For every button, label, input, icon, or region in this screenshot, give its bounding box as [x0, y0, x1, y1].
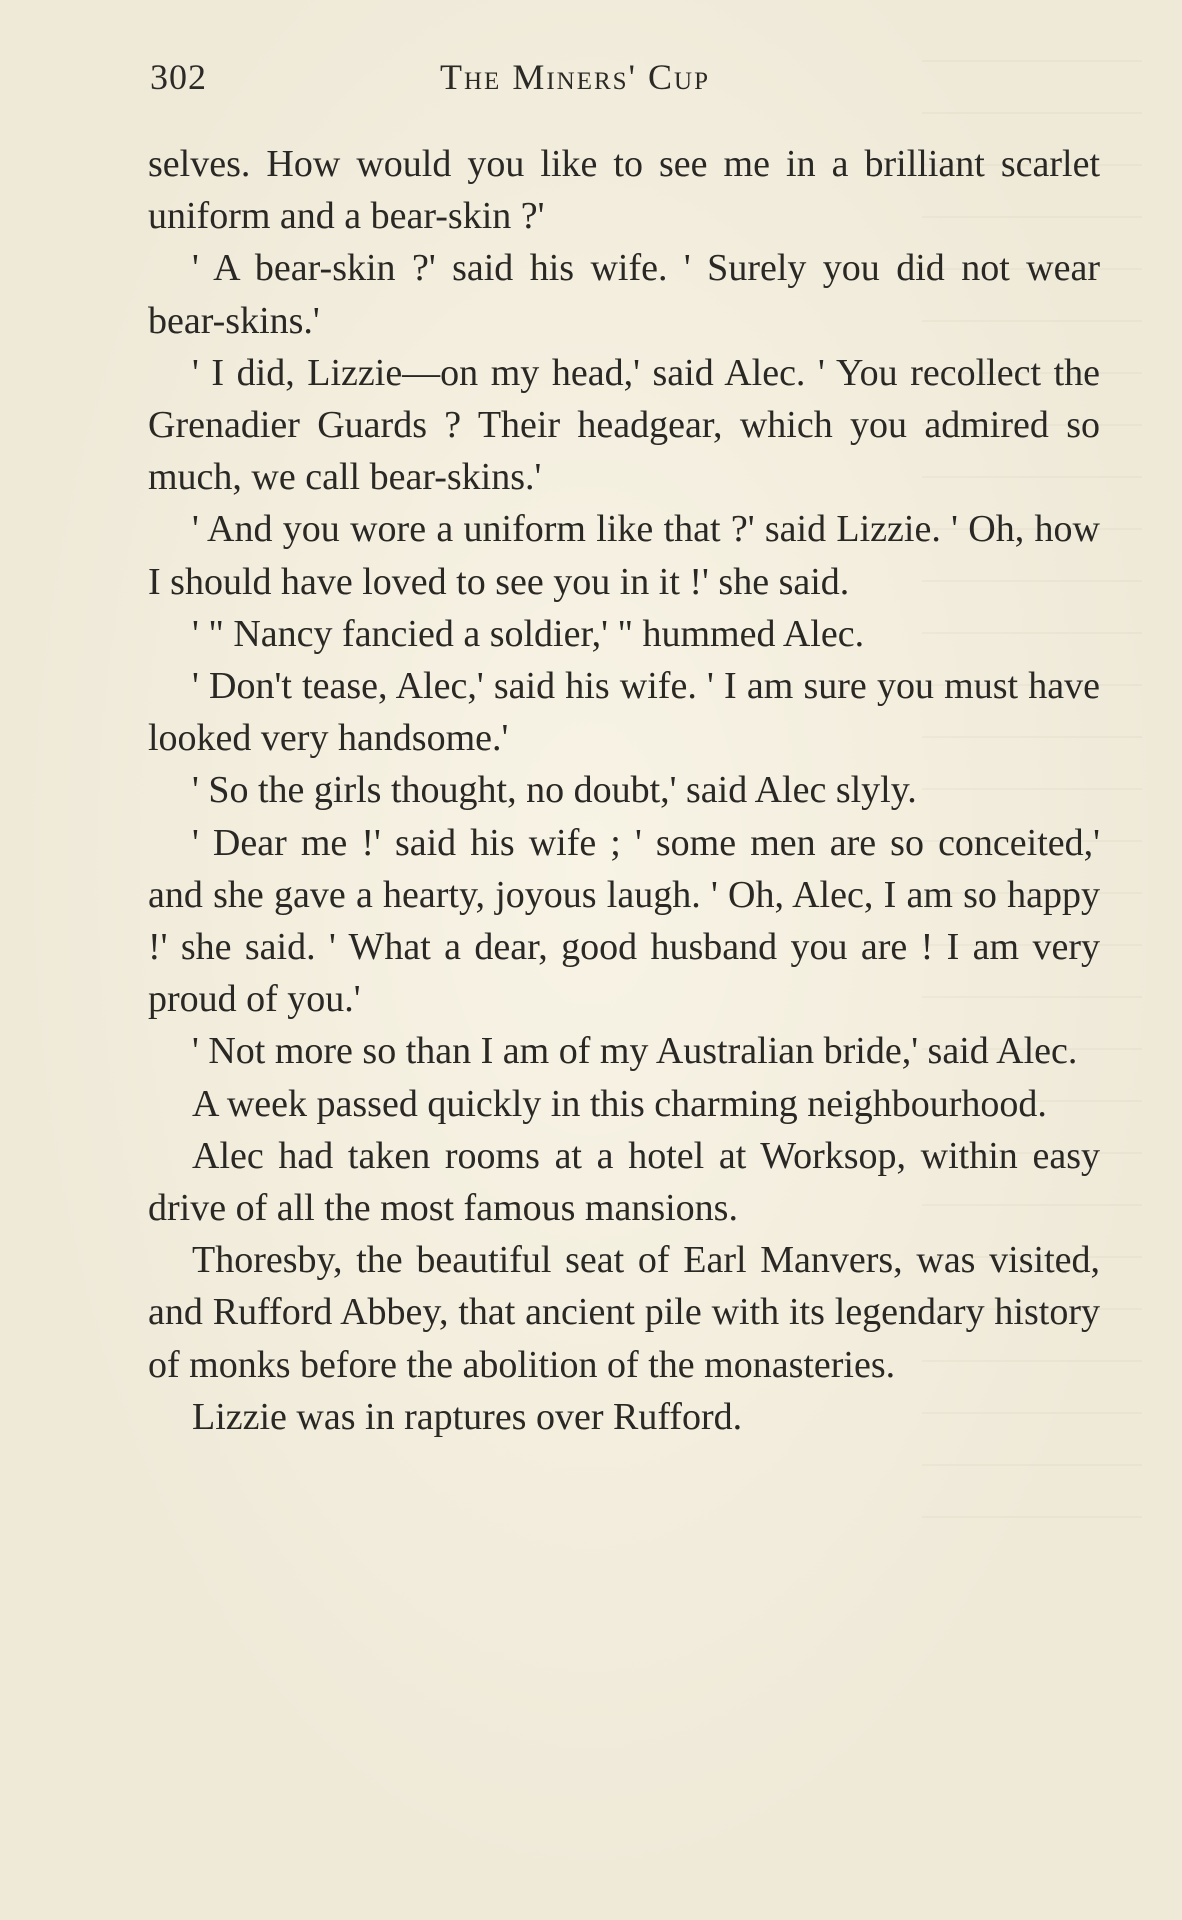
body-text [148, 138, 1100, 1443]
page-header [150, 56, 1090, 106]
page-number: 302 [150, 57, 207, 97]
paragraph: ' Don't tease, Alec,' said his wife. ' I am sure you must have looked very handsome.' [148, 665, 1100, 760]
running-title: The Miners' Cup [440, 57, 711, 97]
paragraph: ' Dear me !' said his wife ; ' some men are so conceited,' and she gave a hearty, joyous laugh. ' Oh, Alec, I am so happy !' she said. ' What a dear, good husband you are ! I am very proud of you.' [148, 821, 1100, 1021]
paragraph: Thoresby, the beautiful seat of Earl Manvers, was visited, and Rufford Abbey, that ancient pile with its legendary history of monks before the abolition of the monasteries. [148, 1239, 1100, 1386]
paragraph: ' I did, Lizzie—on my head,' said Alec. ' You recollect the Grenadier Guards ? Their headgear, which you admired so much, we call bear-skins.' [148, 351, 1100, 499]
paragraph: Lizzie was in raptures over Rufford. [192, 1395, 743, 1438]
paragraph: ' " Nancy fancied a soldier,' " hummed Alec. [192, 612, 865, 655]
paragraph: ' A bear-skin ?' said his wife. ' Surely you did not wear bear-skins.' [148, 247, 1100, 342]
paragraph: ' So the girls thought, no doubt,' said Alec slyly. [192, 769, 917, 812]
paragraph: Alec had taken rooms at a hotel at Worksop, within easy drive of all the most famous mansions. [148, 1134, 1100, 1230]
paragraph: ' Not more so than I am of my Australian bride,' said Alec. [192, 1030, 1078, 1073]
paragraph: A week passed quickly in this charming neighbourhood. [192, 1082, 1047, 1125]
paragraph: selves. How would you like to see me in a brilliant scarlet uniform and a bear-skin ?' [148, 143, 1100, 238]
paragraph: ' And you wore a uniform like that ?' said Lizzie. ' Oh, how I should have loved to see you in it !' she said. [148, 508, 1100, 603]
